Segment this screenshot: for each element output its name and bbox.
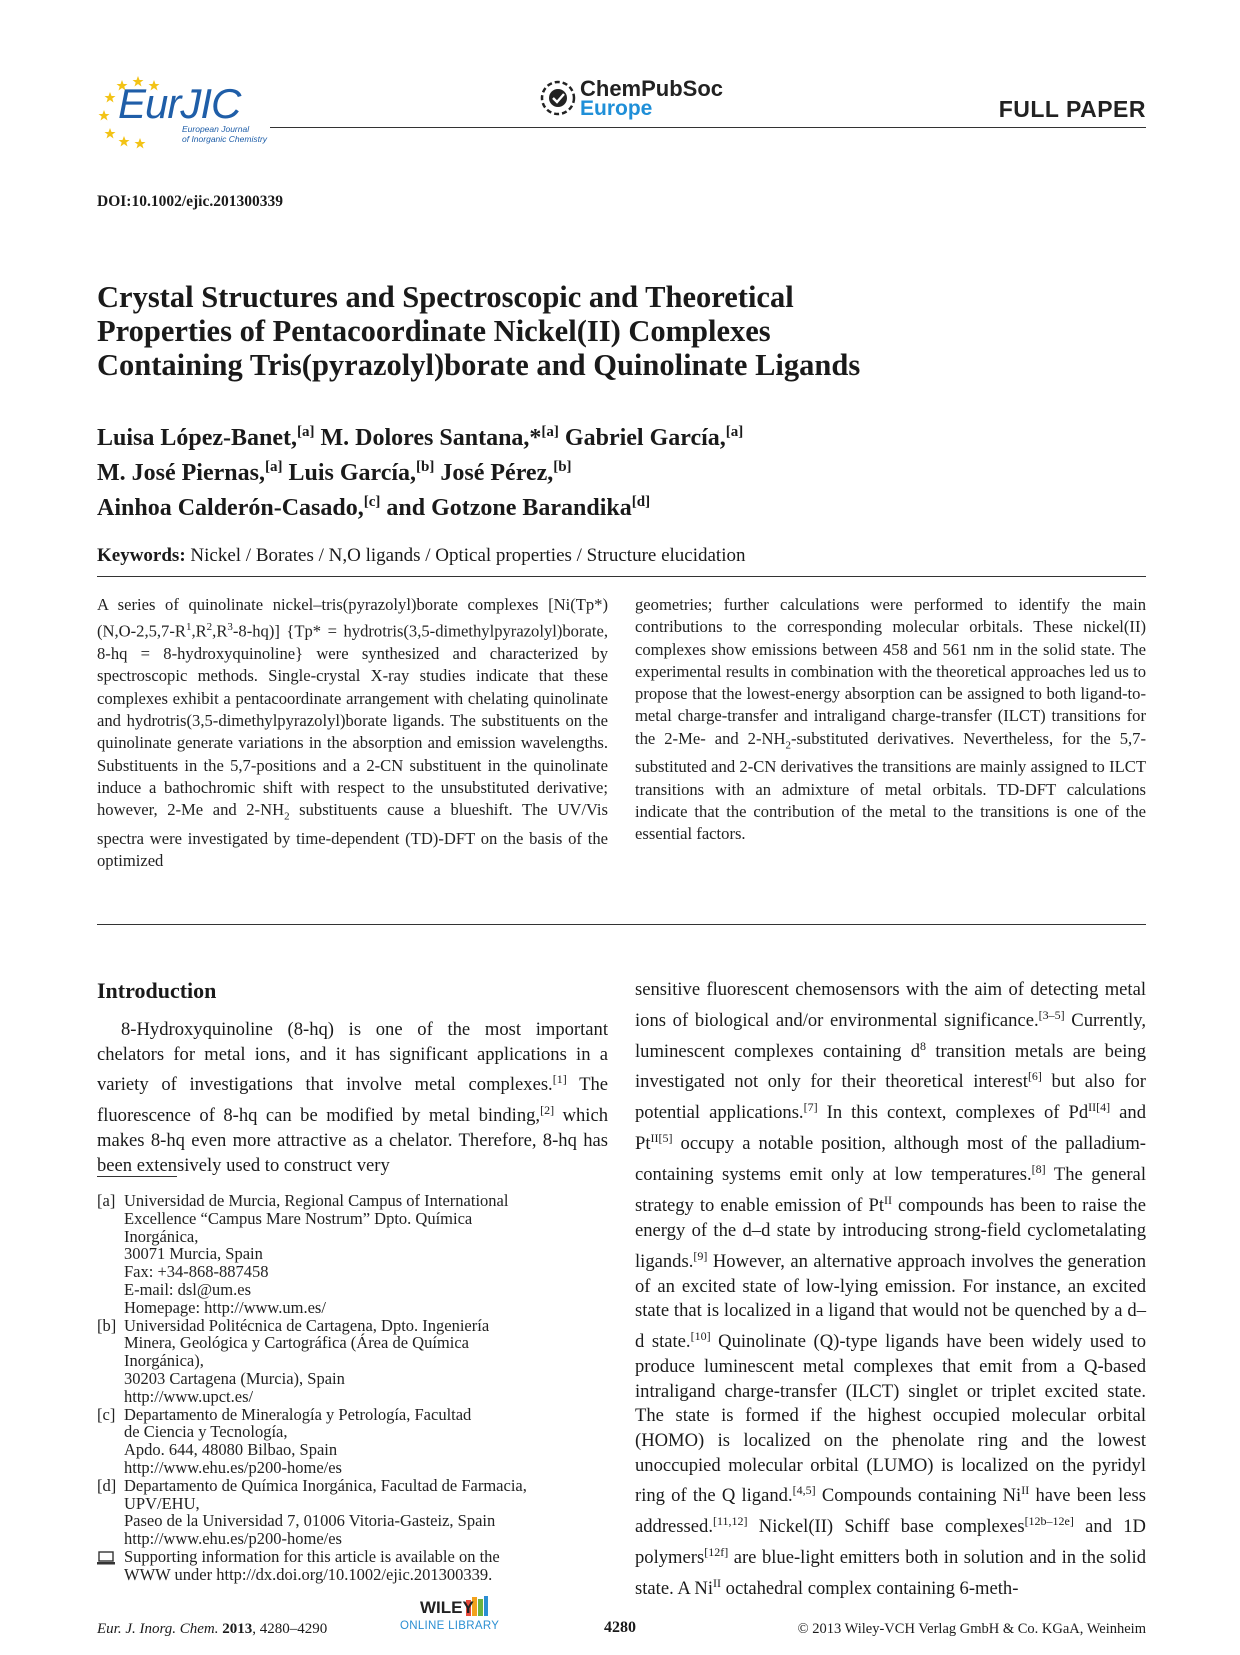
citation: [2] [540, 1103, 555, 1118]
wiley-text: WILEY [420, 1598, 474, 1617]
author: M. José Piernas, [97, 460, 265, 486]
intro-left-column: 8-Hydroxyquinoline (8-hq) is one of the most important chelators for metal ions, and it has significant applications in a variety of investigations that involve metal complexes.[1] The fluorescence of 8-hq can be modified by metal binding,[2] which makes 8-hq even more attractive as a chelator. Therefore, 8-hq has been extensively used to construct very [97, 1019, 609, 1176]
abstract-left-column: A series of quinolinate nickel–tris(pyrazolyl)borate complexes $[Ni(Tp*)(N,O-2,5,7-R^1,R^2,R^3-8-hq)] \{Tp*$ = hydrotris(3,5-dimethylpyrazolyl)borate, 8-hq = 8-hydroxyquinoline} were synthesized and characterized by spectroscopic methods. Single-crystal X-ray studies indicate that these complexes exhibit a pentacoordinate arrangement with chelating quinolinate and hydrotris(3,5-dimethylpyrazolyl)borate ligands. The substituents on the quinolinate generate variations in the absorption and emission wavelengths. Substituents in the 5,7-positions and a 2-CN substituent in the quinolinate induce a bathochromic shift with respect to the unsubstituted derivative; however, 2-Me and $2-NH_2$ substituents cause a blueshift. The UV/Vis spectra were investigated by time-dependent (TD)-DFT on the basis of the optimized [97, 595, 608, 871]
eurjic-logo [96, 70, 276, 150]
paper-type-label: FULL PAPER [998, 96, 1146, 122]
footer-citation: Eur. J. Inorg. Chem. 2013, 4280–4290 [97, 1621, 328, 1637]
abstract-bottom-rule [97, 924, 1146, 925]
chempubsoc-logo [540, 76, 724, 122]
eurjic-logo-subtitle: European Journal of Inorganic Chemistry [182, 124, 268, 144]
homepage-link[interactable]: http://www.ehu.es/p200-home/es [124, 1457, 342, 1477]
abstract-right-column: geometries; further calculations were performed to identify the main contributions to the corresponding molecular orbitals. These nickel(II) complexes show emissions between 458 and 561 nm in the solid state. The experimental results in combination with the theoretical approaches led us to propose that the lowest-energy absorption can be assigned to both ligand-to-metal charge-transfer and intraligand charge-transfer (ILCT) transitions for the 2-Me- and $2-NH_2$-substituted derivatives. Nevertheless, for the 5,7-substituted and 2-CN derivatives the transitions are mainly assigned to ILCT transitions with an admixture of metal orbitals. TD-DFT calculations indicate that the contribution of the metal to the transitions is one of the essential factors. [635, 595, 1146, 844]
copyright: © 2013 Wiley-VCH Verlag GmbH & Co. KGaA, Weinheim [797, 1621, 1146, 1637]
homepage-link[interactable]: http://www.ehu.es/p200-home/es [124, 1529, 342, 1549]
intro-right-column: sensitive fluorescent chemosensors with the aim of detecting metal ions of biological and/or environmental significance.[3–5] Currently, luminescent complexes containing $d^8$ transition metals are being investigated not only for their theoretical interest[6] but also for potential applications.[7] In this context, complexes of $Pd^{II[4]}$ and $Pt^{II[5]}$ occupy a notable position, although most of the palladium-containing systems emit only at low temperatures.[8] The general strategy to enable emission of $Pt^{II}$ compounds has been to raise the energy of the d–d state by introducing strong-field cyclometalating ligands.[9] However, an alternative approach involves the generation of an excited state of low-lying emission. For instance, an excited state that is localized in a ligand that would not be quenched by a d–d state.[10] Quinolinate (Q)-type ligands have been widely used to produce luminescent metal complexes that emit from a Q-based intraligand charge-transfer (ILCT) singlet or triplet excited state. The state is formed if the highest occupied molecular orbital (HOMO) is localized on the phenolate ring and the lowest unoccupied molecular orbital (LUMO) is localized on the pyridyl ring of the Q ligand.[4,5] Compounds containing $Ni^{II}$ have been less addressed.[11,12] Nickel(II) Schiff base complexes[12b–12e] and 1D polymers[12f] are blue-light emitters both in solution and in the solid state. A $Ni^{II}$ octahedral complex containing 6-meth- [635, 979, 1147, 1600]
doi: DOI:10.1002/ejic.201300339 [97, 193, 283, 210]
wiley-online-library-logo [400, 1598, 510, 1638]
abstract-top-rule [97, 576, 1146, 577]
eurjic-logo-text: EurJIC [118, 80, 241, 127]
europe-text: Europe [580, 97, 653, 120]
header-rule [270, 127, 1146, 128]
affiliation-d: [d] Departamento de Química Inorgánica, Facultad de Farmacia, UPV/EHU, Paseo de la Universidad 7, 01006 Vitoria-Gasteiz, Spain http://www.ehu.es/p200-home/es [97, 1477, 608, 1548]
keywords [97, 545, 746, 567]
homepage-link[interactable]: http://www.upct.es/ [124, 1386, 254, 1406]
author: Luisa López-Banet, [97, 425, 298, 451]
citation: [1] [552, 1072, 567, 1087]
author: José Pérez, [440, 460, 554, 486]
chempubsoc-text: ChemPubSoc [580, 76, 724, 101]
author: Ainhoa Calderón-Casado, [97, 495, 364, 521]
homepage-link[interactable]: Homepage: http://www.um.es/ [124, 1297, 326, 1317]
affiliation-b: [b] Universidad Politécnica de Cartagena, Dpto. Ingeniería Minera, Geológica y Cartográfica (Área de Química Inorgánica), 30203 Cartagena (Murcia), Spain http://www.upct.es/ [97, 1317, 608, 1406]
email-link[interactable]: E-mail: dsl@um.es [124, 1279, 252, 1299]
supporting-info-link[interactable]: WWW under http://dx.doi.org/10.1002/ejic.201300339. [124, 1564, 493, 1584]
supporting-information: Supporting information for this article is available on the WWW under http://dx.doi.org/10.1002/ejic.201300339. [97, 1548, 608, 1584]
computer-icon [97, 1551, 115, 1565]
chempubsoc-emblem-icon [540, 80, 576, 116]
keywords-text: Nickel / Borates / N,O ligands / Optical properties / Structure elucidation [190, 545, 746, 566]
footnote-rule [97, 1176, 177, 1177]
online-library-text: ONLINE LIBRARY [400, 1620, 500, 1632]
keywords-label: Keywords: [97, 545, 186, 566]
affiliation-c: [c] Departamento de Mineralogía y Petrología, Facultad de Ciencia y Tecnología, Apdo. 644, 48080 Bilbao, Spain http://www.ehu.es/p200-home/es [97, 1406, 608, 1477]
affiliation-footnotes [97, 1192, 608, 1584]
author: Luis García, [288, 460, 417, 486]
author: Gabriel García, [564, 425, 726, 451]
page-number: 4280 [604, 1619, 636, 1636]
author: M. Dolores Santana,* [320, 425, 542, 451]
author: and Gotzone Barandika [386, 495, 632, 521]
author-list: Luisa López-Banet,[a] M. Dolores Santana,*[a] Gabriel García,[a] M. José Piernas,[a] Luis García,[b] José Pérez,[b] Ainhoa Calderón-Casado,[c] and Gotzone Barandika[d] [97, 424, 744, 521]
section-heading-introduction: Introduction [97, 978, 217, 1003]
article-title: Crystal Structures and Spectroscopic and Theoretical Properties of Pentacoordinate Nickel(II) Complexes Containing Tris(pyrazolyl)borate and Quinolinate Ligands [97, 280, 861, 382]
affiliation-a: [a] Universidad de Murcia, Regional Campus of International Excellence “Campus Mare Nostrum” Dpto. Química Inorgánica, 30071 Murcia, Spain Fax: +34-868-887458 E-mail: dsl@um.es Homepage: http://www.um.es/ [97, 1192, 608, 1317]
